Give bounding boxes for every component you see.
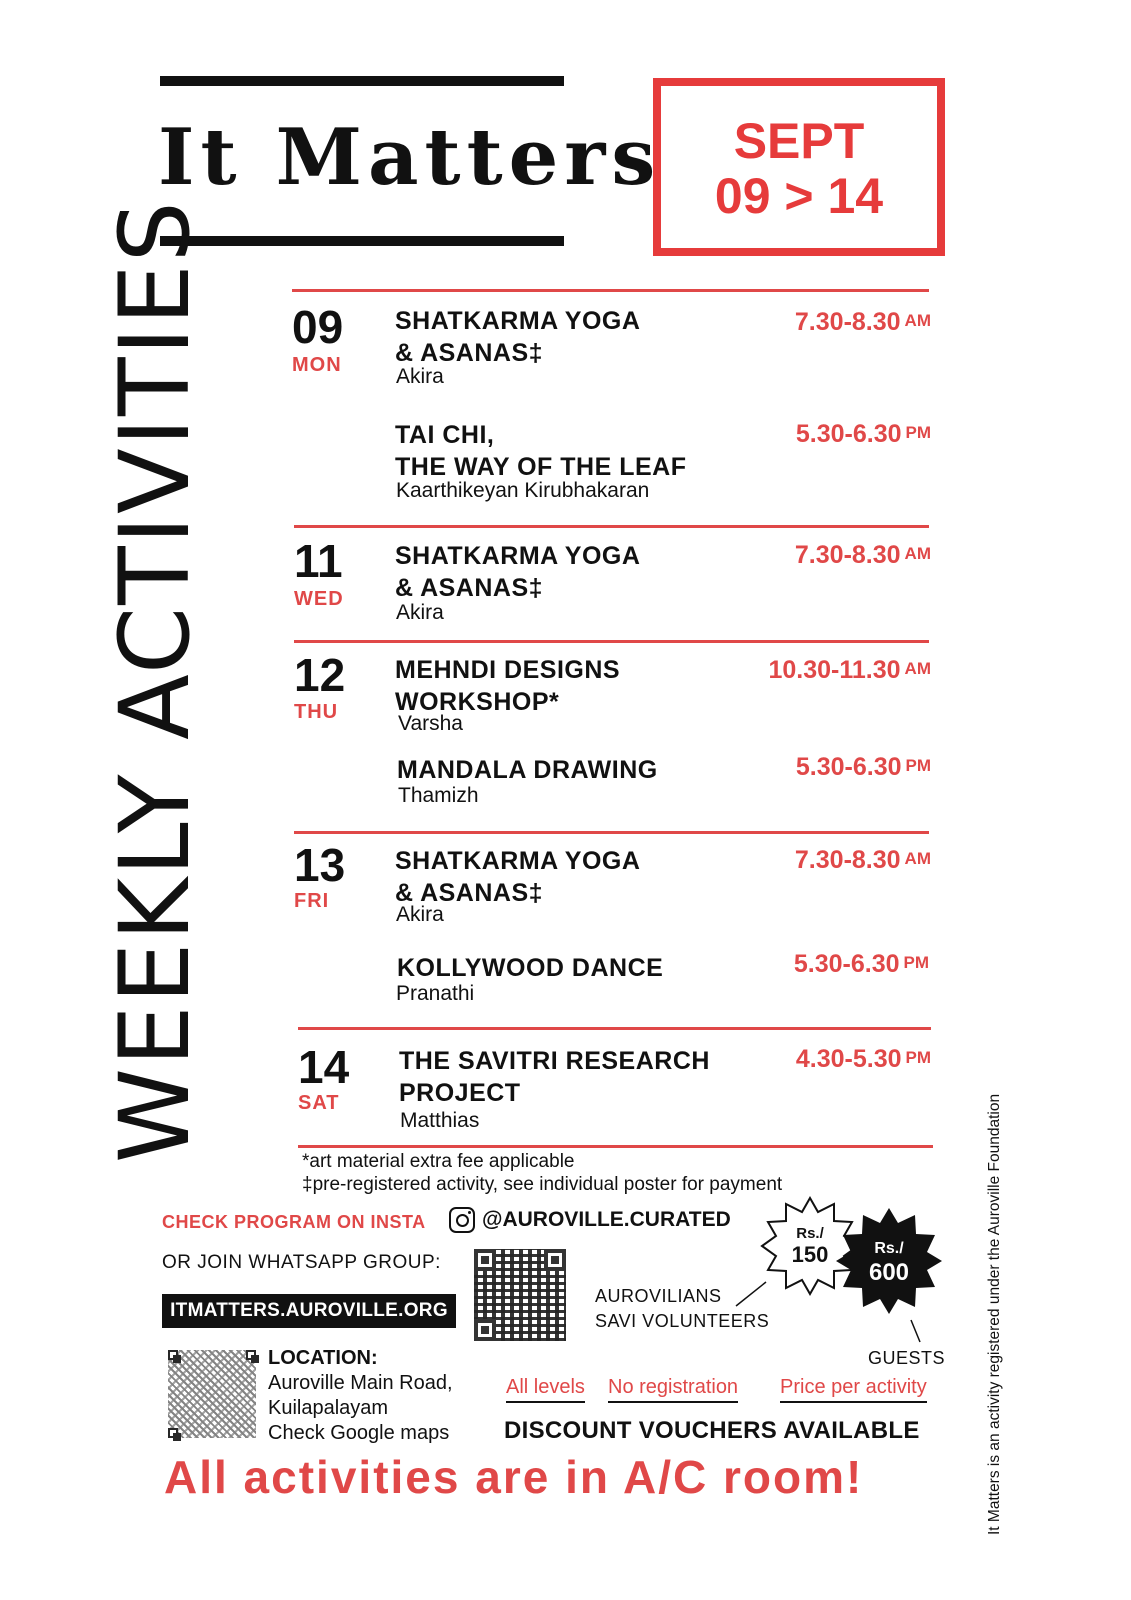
day-name-wed: WED <box>294 588 344 610</box>
location-block <box>268 1346 453 1446</box>
time-ampm: PM <box>905 756 931 775</box>
activity-instructor: Akira <box>396 601 444 624</box>
weekly-activities-heading: WEEKLY ACTIVITIES <box>99 199 211 1163</box>
time-range: 7.30-8.30 <box>794 541 901 569</box>
activity-title <box>399 1045 710 1109</box>
activity-instructor: Kaarthikeyan Kirubhakaran <box>396 479 650 502</box>
day-number-11: 11 <box>294 535 343 587</box>
location-qr-code[interactable] <box>168 1350 256 1438</box>
time-range: 4.30-5.30 <box>795 1045 902 1073</box>
activity-instructor: Akira <box>396 903 444 926</box>
qr-corner-marker <box>474 1319 496 1341</box>
pointer-line <box>908 1318 924 1346</box>
page-title: It Matters <box>158 112 662 203</box>
activity-title <box>397 952 663 984</box>
time-ampm: AM <box>904 849 931 868</box>
activity-instructor: Varsha <box>398 712 463 735</box>
divider-11 <box>294 525 929 528</box>
activity-title-line: MANDALA DRAWING <box>397 756 658 784</box>
divider-13 <box>294 831 929 834</box>
activity-instructor: Matthias <box>400 1109 480 1132</box>
time-ampm: PM <box>903 953 929 972</box>
ac-room-notice: All activities are in A/C room! <box>164 1451 864 1503</box>
location-line: Auroville Main Road, <box>268 1372 453 1394</box>
tag-no-registration: No registration <box>608 1376 738 1403</box>
activity-title-line: KOLLYWOOD DANCE <box>397 954 664 982</box>
day-number-13: 13 <box>294 839 346 891</box>
day-number-09: 09 <box>292 301 344 353</box>
whatsapp-qr-code[interactable] <box>474 1249 566 1341</box>
activity-title <box>397 754 658 786</box>
title-top-bar <box>160 76 564 86</box>
divider-12 <box>294 640 929 643</box>
price-badge-large <box>834 1206 944 1316</box>
price-small-audience <box>595 1284 769 1334</box>
time-ampm: PM <box>905 423 931 442</box>
time-ampm: PM <box>905 1048 931 1067</box>
date-box <box>653 78 945 256</box>
date-month: SEPT <box>733 113 865 169</box>
time-ampm: AM <box>904 659 931 678</box>
activity-title <box>395 419 686 483</box>
time-range: 5.30-6.30 <box>795 753 902 781</box>
activity-title <box>395 845 640 909</box>
tag-all-levels: All levels <box>506 1376 585 1403</box>
day-number-14: 14 <box>298 1041 350 1093</box>
divider-top <box>292 289 929 292</box>
activity-title-line: THE SAVITRI RESEARCH <box>399 1047 710 1075</box>
insta-label: CHECK PROGRAM ON INSTA <box>162 1212 426 1232</box>
day-name-thu: THU <box>294 701 339 723</box>
price-large-value: 600 <box>868 1259 910 1286</box>
qr-corner-marker <box>246 1350 256 1360</box>
activity-title-line: WORKSHOP* <box>395 688 560 716</box>
activity-title-line: TAI CHI, <box>395 421 495 449</box>
time-range: 7.30-8.30 <box>794 846 901 874</box>
activity-time <box>768 656 931 685</box>
time-range: 5.30-6.30 <box>793 950 900 978</box>
location-line: Kuilapalayam <box>268 1397 389 1419</box>
day-number-12: 12 <box>294 649 346 701</box>
time-range: 10.30-11.30 <box>768 656 901 684</box>
discount-notice: DISCOUNT VOUCHERS AVAILABLE <box>504 1417 920 1444</box>
qr-corner-marker <box>544 1249 566 1271</box>
activity-title-line: & ASANAS‡ <box>395 339 544 367</box>
activity-time <box>796 1045 931 1074</box>
price-small-currency: Rs./ <box>796 1225 824 1242</box>
day-name-sat: SAT <box>298 1092 340 1114</box>
activity-time <box>795 541 931 570</box>
activity-title <box>395 540 640 604</box>
activity-time <box>795 308 931 337</box>
activity-title-line: SHATKARMA YOGA <box>395 307 641 335</box>
activity-title <box>395 305 640 369</box>
qr-corner-marker <box>168 1350 178 1360</box>
qr-corner-marker <box>168 1428 178 1438</box>
audience-line: AUROVILIANS <box>595 1286 722 1306</box>
price-large-currency: Rs./ <box>874 1240 904 1257</box>
footnote-art-material: *art material extra fee applicable <box>302 1151 575 1172</box>
legal-notice: It Matters is an activity registered under the Auroville Foundation <box>986 1093 1003 1535</box>
time-range: 7.30-8.30 <box>794 308 901 336</box>
time-range: 5.30-6.30 <box>795 420 902 448</box>
activity-title <box>395 654 620 718</box>
tag-price-per-activity: Price per activity <box>780 1376 927 1403</box>
activity-title-line: SHATKARMA YOGA <box>395 847 641 875</box>
divider-bottom <box>298 1145 933 1148</box>
footnote-pre-registered: ‡pre-registered activity, see individual poster for payment <box>302 1174 783 1195</box>
whatsapp-label: OR JOIN WHATSAPP GROUP: <box>162 1252 441 1273</box>
day-name-fri: FRI <box>294 890 330 912</box>
activity-time <box>794 950 929 979</box>
divider-14 <box>298 1027 931 1030</box>
footnotes <box>302 1150 782 1196</box>
activity-title-line: PROJECT <box>399 1079 521 1107</box>
date-range: 09 > 14 <box>714 168 884 224</box>
instagram-handle-link[interactable]: @AUROVILLE.CURATED <box>482 1208 731 1231</box>
activity-time <box>796 753 931 782</box>
price-small-value: 150 <box>791 1242 829 1267</box>
activity-instructor: Pranathi <box>396 982 475 1005</box>
activity-title-line: & ASANAS‡ <box>395 879 544 907</box>
time-ampm: AM <box>904 311 931 330</box>
qr-corner-marker <box>474 1249 496 1271</box>
time-ampm: AM <box>904 544 931 563</box>
activity-title-line: MEHNDI DESIGNS <box>395 656 621 684</box>
activity-title-line: & ASANAS‡ <box>395 574 544 602</box>
activity-title-line: THE WAY OF THE LEAF <box>395 453 687 481</box>
activity-instructor: Thamizh <box>398 784 479 807</box>
audience-line: SAVI VOLUNTEERS <box>595 1311 770 1331</box>
website-link[interactable]: ITMATTERS.AUROVILLE.ORG <box>162 1294 456 1328</box>
location-line: Check Google maps <box>268 1422 450 1444</box>
activity-time <box>795 846 931 875</box>
title-bottom-bar <box>160 236 564 246</box>
activity-time <box>796 420 931 449</box>
activity-title-line: SHATKARMA YOGA <box>395 542 641 570</box>
activity-instructor: Akira <box>396 365 444 388</box>
day-name-mon: MON <box>292 354 342 376</box>
instagram-icon <box>449 1207 475 1233</box>
location-heading: LOCATION: <box>268 1347 378 1369</box>
price-large-audience: GUESTS <box>868 1348 946 1368</box>
